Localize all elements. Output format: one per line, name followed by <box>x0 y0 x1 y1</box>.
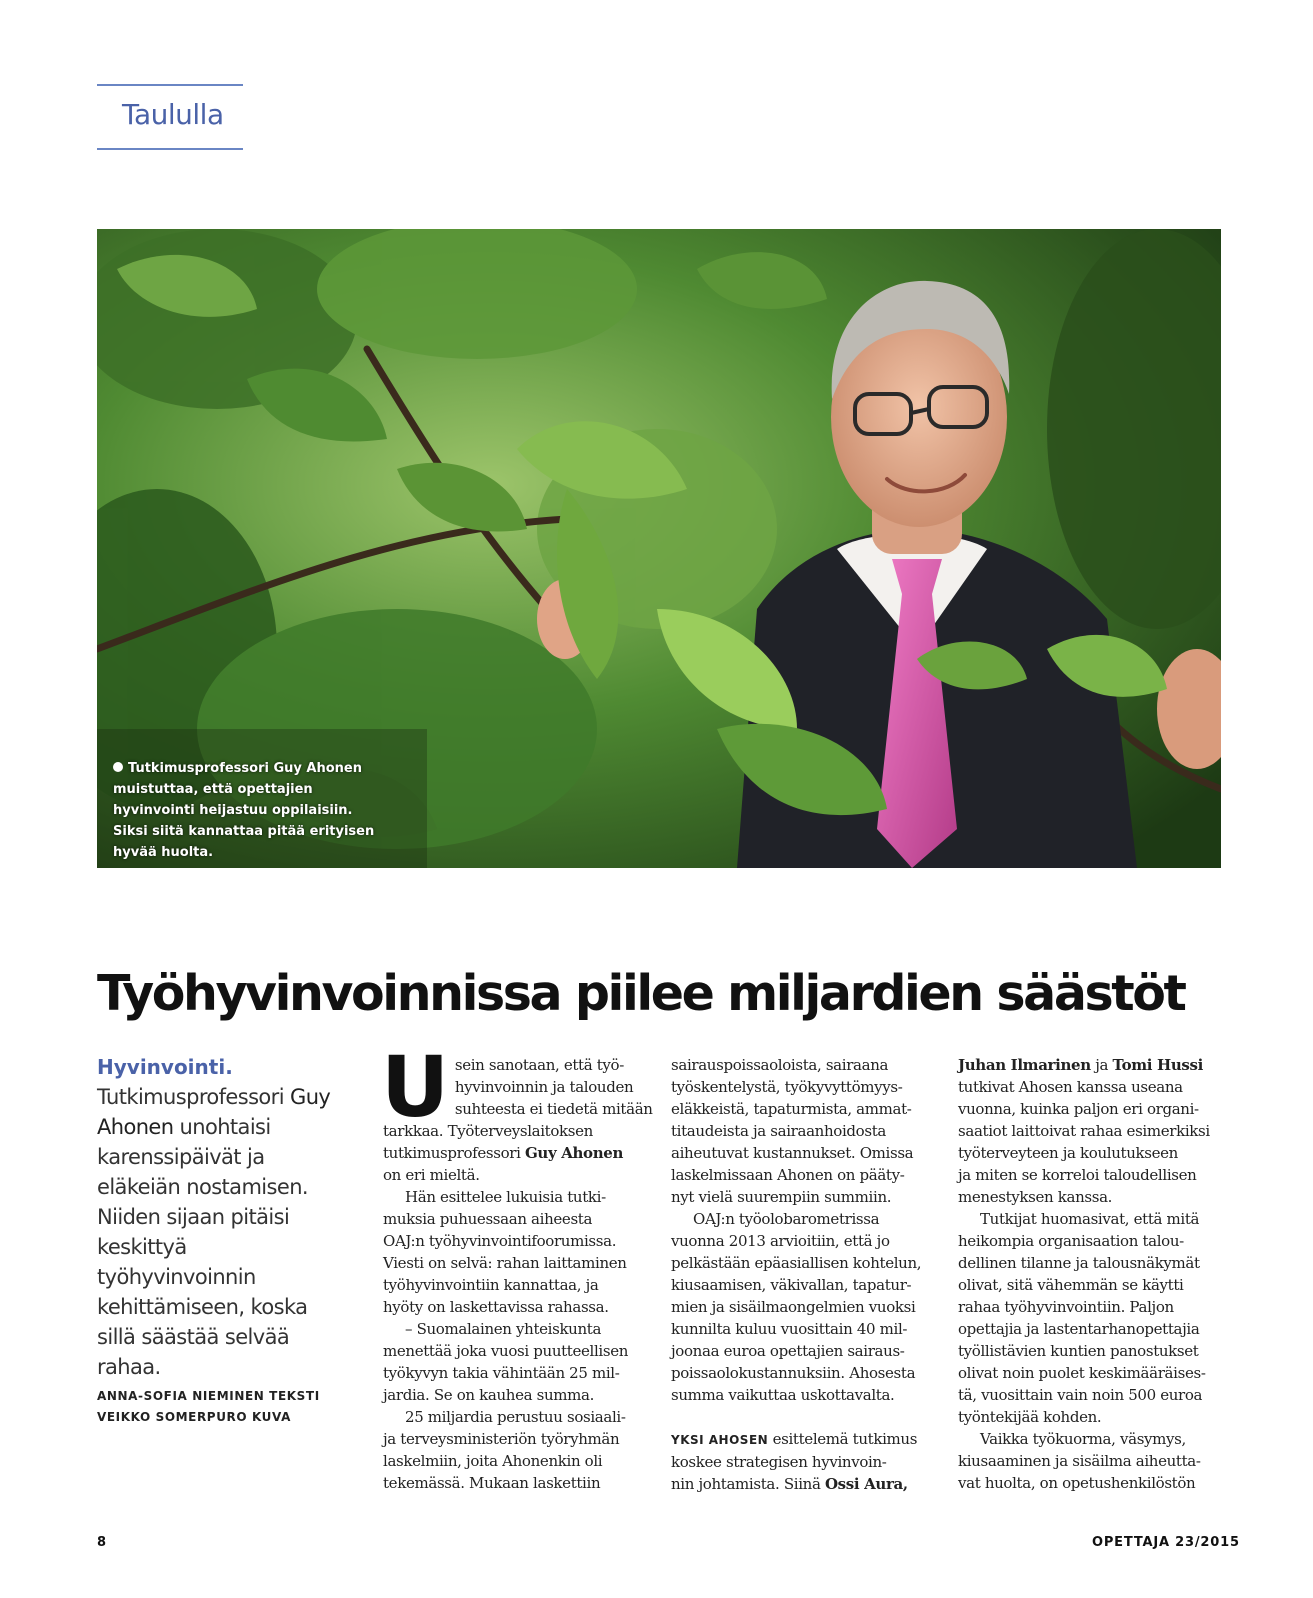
body-line: tä, vuosittain vain noin 500 euroa <box>958 1386 1203 1404</box>
body-line: eläkkeistä, tapaturmista, ammat- <box>671 1100 912 1118</box>
body-line: on eri mieltä. <box>383 1166 480 1184</box>
body-line: olivat noin puolet keskimääräises- <box>958 1364 1206 1382</box>
lead-paragraph <box>97 1082 337 1382</box>
body-line: jardia. Se on kauhea summa. <box>383 1386 595 1404</box>
body-line: opettajia ja lastentarhanopettajia <box>958 1320 1200 1338</box>
body-line: nyt vielä suurempiin summiin. <box>671 1188 892 1206</box>
body-line: Hän esittelee lukuisia tutki- <box>405 1188 606 1206</box>
body-line: tarkkaa. Työterveyslaitoksen <box>383 1122 593 1140</box>
body-line: nin johtamista. Siinä Ossi Aura, <box>671 1475 908 1493</box>
body-line: työhyvinvointiin kannattaa, ja <box>383 1276 599 1294</box>
section-label: Taululla <box>122 98 224 131</box>
body-column-1 <box>381 1038 653 1494</box>
body-line: olivat, sitä vähemmän se käytti <box>958 1276 1184 1294</box>
body-line: tutkivat Ahosen kanssa useana <box>958 1078 1183 1096</box>
body-line: menettää joka vuosi puutteellisen <box>383 1342 629 1360</box>
body-line: työskentelystä, työkyvyttömyys- <box>671 1078 903 1096</box>
text-credit: ANNA-SOFIA NIEMINEN TEKSTI <box>97 1389 320 1403</box>
body-line: työntekijää kohden. <box>958 1408 1102 1426</box>
section-rule-top <box>97 84 243 86</box>
magazine-issue: OPETTAJA 23/2015 <box>1092 1535 1240 1550</box>
lead-kicker: Hyvinvointi. <box>97 1055 233 1079</box>
body-line: heikompia organisaation talou- <box>958 1232 1184 1250</box>
body-line: OAJ:n työhyvinvointifoorumissa. <box>383 1232 617 1250</box>
caption-bullet-icon <box>113 762 123 772</box>
body-line: joonaa euroa opettajien sairaus- <box>671 1342 905 1360</box>
lead-text-after-name: unohtaisi karenssipäivät ja eläkeiän nostamisen. Niiden sijaan pitäisi keskittyä työhyvinvoinnin kehittämiseen, koska sillä säästää selvää rahaa. <box>97 1115 308 1379</box>
body-line: kiusaaminen ja sisäilma aiheutta- <box>958 1452 1201 1470</box>
body-line: työterveyteen ja koulutukseen <box>958 1144 1178 1162</box>
body-line: summa vaikuttaa uskottavalta. <box>671 1386 895 1404</box>
body-line: hyvinvoinnin ja talouden <box>454 1078 634 1096</box>
body-line: työllistävien kuntien panostukset <box>958 1342 1199 1360</box>
body-line: Tutkijat huomasivat, että mitä <box>980 1210 1200 1228</box>
body-line: menestyksen kanssa. <box>958 1188 1113 1206</box>
body-line: suhteesta ei tiedetä mitään <box>454 1100 653 1118</box>
section-rule-bottom <box>97 148 243 150</box>
body-person-name: Ossi Aura, <box>824 1475 908 1493</box>
body-line: vuonna 2013 arvioitiin, että jo <box>671 1232 890 1250</box>
page-number: 8 <box>97 1535 107 1550</box>
body-line: laskelmissaan Ahonen on pääty- <box>671 1166 905 1184</box>
lead-person-name: Guy Ahonen <box>97 1085 331 1139</box>
body-line: kunnilta kuluu vuosittain 40 mil- <box>671 1320 908 1338</box>
body-line: sairauspoissaoloista, sairaana <box>671 1056 889 1074</box>
body-line: 25 miljardia perustuu sosiaali- <box>405 1408 626 1426</box>
photo-credit: VEIKKO SOMERPURO KUVA <box>97 1410 291 1424</box>
subhead-lead-in: YKSI AHOSEN <box>671 1433 769 1447</box>
article-photo <box>97 229 1221 868</box>
body-line: Juhan Ilmarinen ja Tomi Hussi <box>958 1056 1203 1074</box>
body-line: pelkästään epäasiallisen kohtelun, <box>671 1254 922 1272</box>
article-headline: Työhyvinvoinnissa piilee miljardien säästöt <box>97 965 1185 1022</box>
lead-text-before-name: Tutkimusprofessori <box>97 1085 284 1109</box>
body-line: dellinen tilanne ja talousnäkymät <box>958 1254 1200 1272</box>
body-person-name: Guy Ahonen <box>524 1144 623 1162</box>
photo-caption <box>113 758 383 863</box>
body-line: saatiot laittoivat rahaa esimerkiksi <box>958 1122 1210 1140</box>
body-line: mien ja sisäilmaongelmien vuoksi <box>671 1298 916 1316</box>
body-person-name: Juhan Ilmarinen <box>958 1056 1091 1074</box>
body-line-tail: esittelemä tutkimus <box>772 1430 918 1448</box>
body-line: koskee strategisen hyvinvoin- <box>671 1453 887 1471</box>
body-line: aiheutuvat kustannukset. Omissa <box>671 1144 914 1162</box>
article-credits <box>97 1386 337 1428</box>
body-line: kiusaamisen, väkivallan, tapatur- <box>671 1276 912 1294</box>
body-line: laskelmiin, joita Ahonenkin oli <box>383 1452 603 1470</box>
body-subhead-line <box>671 1428 933 1451</box>
body-column-3 <box>958 1054 1220 1494</box>
body-line: hyöty on laskettavissa rahassa. <box>383 1298 609 1316</box>
body-line: muksia puhuessaan aiheesta <box>383 1210 593 1228</box>
paragraph-gap <box>671 1406 933 1428</box>
body-line: ja miten se korreloi taloudellisen <box>958 1166 1197 1184</box>
body-line: Vaikka työkuorma, väsymys, <box>980 1430 1186 1448</box>
body-line: – Suomalainen yhteiskunta <box>405 1320 602 1338</box>
body-line: vat huolta, on opetushenkilöstön <box>958 1474 1196 1492</box>
body-line: rahaa työhyvinvointiin. Paljon <box>958 1298 1174 1316</box>
lead-column <box>97 1052 337 1428</box>
body-line: ja terveysministeriön työryhmän <box>383 1430 620 1448</box>
body-person-name: Tomi Hussi <box>1112 1056 1203 1074</box>
body-line: sein sanotaan, että työ- <box>454 1056 624 1074</box>
drop-cap: U <box>381 1038 449 1136</box>
body-column-2 <box>671 1054 933 1495</box>
body-line: työkyvyn takia vähintään 25 mil- <box>383 1364 620 1382</box>
body-line: tekemässä. Mukaan laskettiin <box>383 1474 601 1492</box>
body-line: OAJ:n työolobarometrissa <box>693 1210 880 1228</box>
body-line: titaudeista ja sairaanhoidosta <box>671 1122 886 1140</box>
photo-caption-text: Tutkimusprofessori Guy Ahonen muistuttaa, että opettajien hyvinvointi heijastuu oppilaisiin. Siksi siitä kannattaa pitää erityisen hyvää huolta. <box>113 761 375 860</box>
body-line: Viesti on selvä: rahan laittaminen <box>383 1254 627 1272</box>
body-line: poissaolokustannuksiin. Ahosesta <box>671 1364 916 1382</box>
body-line: tutkimusprofessori Guy Ahonen <box>383 1144 623 1162</box>
body-line: vuonna, kuinka paljon eri organi- <box>958 1100 1199 1118</box>
